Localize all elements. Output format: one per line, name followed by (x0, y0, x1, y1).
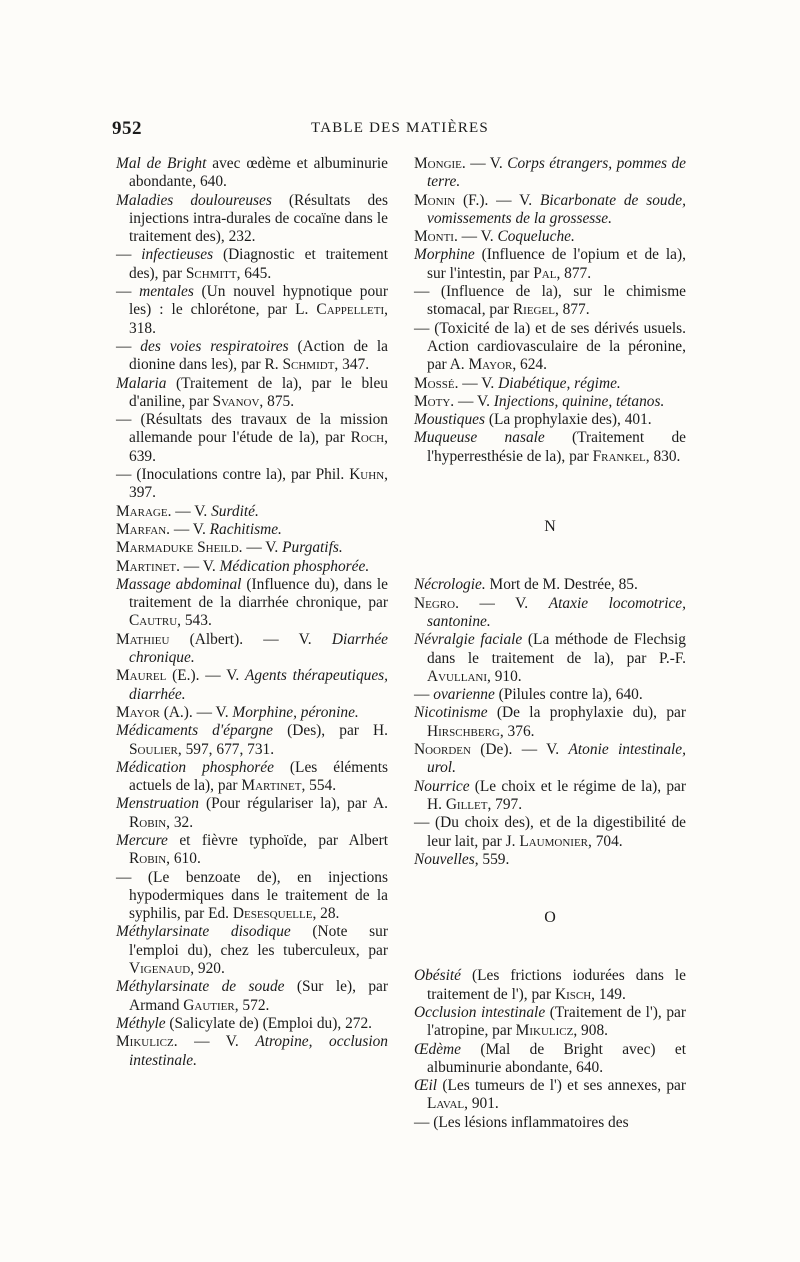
index-entry: — (Influence de la), sur le chimisme stomacal, par Riegel, 877. (414, 283, 686, 319)
index-entry: Médication phosphorée (Les éléments actuels de la), par Martinet, 554. (116, 758, 388, 795)
left-column (116, 155, 388, 1070)
index-entry: Morphine (Influence de l'opium et de la), sur l'intestin, par Pal, 877. (414, 246, 686, 282)
page-number: 952 (112, 118, 142, 139)
index-entry: Mercure et fièvre typhoïde, par Albert Robin, 610. (116, 831, 388, 868)
page-header: TABLE DES MATIÈRES (311, 120, 489, 136)
index-entry: — ovarienne (Pilules contre la), 640. (414, 686, 643, 704)
index-entry: Mossé. — V. Diabétique, régime. (414, 374, 621, 392)
index-entry: Monin (F.). — V. Bicarbonate de soude, vomissements de la grossesse. (414, 191, 686, 227)
index-entry: Menstruation (Pour régulariser la), par A. Robin, 32. (116, 795, 388, 831)
index-entry: — des voies respiratoires (Action de la dionine dans les), par R. Schmidt, 347. (116, 337, 388, 374)
index-entry: — infectieuses (Diagnostic et traitement des), par Schmitt, 645. (116, 246, 388, 282)
index-entry: Malaria (Traitement de la), par le bleu d'aniline, par Svanov, 875. (116, 374, 388, 410)
section-letter-n: N (544, 518, 556, 536)
index-entry: Monti. — V. Coqueluche. (414, 228, 575, 246)
index-entry: — mentales (Un nouvel hypnotique pour les) : le chlorétone, par L. Cappelleti, 318. (116, 283, 388, 337)
index-entry: Mal de Bright avec œdème et albuminurie abondante, 640. (116, 155, 388, 191)
index-entry: Occlusion intestinale (Traitement de l'), par l'atropine, par Mikulicz, 908. (414, 1003, 686, 1040)
section-m-continued (414, 155, 686, 466)
index-entry: Œdème (Mal de Bright avec) et albuminurie abondante, 640. (414, 1040, 686, 1076)
index-entry: Muqueuse nasale (Traitement de l'hyperresthésie de la), par Frankel, 830. (414, 429, 686, 465)
section-o (414, 967, 686, 1132)
index-entry: Marmaduke Sheild. — V. Purgatifs. (116, 539, 343, 557)
index-entry: Nicotinisme (De la prophylaxie du), par Hirschberg, 376. (414, 704, 686, 740)
index-entry: Mayor (A.). — V. Morphine, péronine. (116, 703, 359, 721)
index-entry: Nourrice (Le choix et le régime de la), par H. Gillet, 797. (414, 777, 686, 813)
index-entry: Mathieu (Albert). — V. Diarrhée chronique. (116, 630, 388, 667)
index-entry: Méthylarsinate disodique (Note sur l'emploi du), chez les tuberculeux, par Vigenaud, 920. (116, 923, 388, 978)
index-entry: Nouvelles, 559. (414, 850, 510, 868)
index-entry: Obésité (Les frictions iodurées dans le traitement de l'), par Kisch, 149. (414, 967, 686, 1003)
index-entry: Mikulicz. — V. Atropine, occlusion intestinale. (116, 1033, 388, 1069)
index-entry: Marfan. — V. Rachitisme. (116, 520, 282, 538)
index-entry: Moty. — V. Injections, quinine, tétanos. (414, 392, 665, 410)
index-entry: — (Le benzoate de), en injections hypodermiques dans le traitement de la syphilis, par Ed. Desesquelle, 28. (116, 868, 388, 923)
index-entry: Martinet. — V. Médication phosphorée. (116, 557, 370, 575)
index-entry: Méthyle (Salicylate de) (Emploi du), 272. (116, 1014, 372, 1032)
index-entry: — (Du choix des), et de la digestibilité de leur lait, par J. Laumonier, 704. (414, 814, 686, 850)
index-entry: Marage. — V. Surdité. (116, 502, 259, 520)
index-entry: — (Résultats des travaux de la mission allemande pour l'étude de la), par Roch, 639. (116, 411, 388, 465)
index-entry: Médicaments d'épargne (Des), par H. Soulier, 597, 677, 731. (116, 722, 388, 758)
index-entry: Massage abdominal (Influence du), dans le traitement de la diarrhée chronique, par Cautru, 543. (116, 575, 388, 630)
index-entry: Méthylarsinate de soude (Sur le), par Armand Gautier, 572. (116, 978, 388, 1014)
index-entry: Nécrologie. Mort de M. Destrée, 85. (414, 576, 638, 594)
index-entry: Maurel (E.). — V. Agents thérapeutiques, diarrhée. (116, 667, 389, 703)
index-entry: — (Inoculations contre la), par Phil. Kuhn, 397. (116, 466, 388, 502)
section-n (414, 576, 686, 869)
section-letter-o: O (544, 909, 556, 927)
index-entry: Negro. — V. Ataxie locomotrice, santonine. (414, 594, 686, 630)
index-entry: Mongie. — V. Corps étrangers, pommes de terre. (414, 155, 686, 191)
index-entry: — (Toxicité de la) et de ses dérivés usuels. Action cardiovasculaire de la péronine, par A. Mayor, 624. (414, 319, 686, 374)
index-entry: Moustiques (La prophylaxie des), 401. (414, 411, 652, 429)
index-entry: Névralgie faciale (La méthode de Flechsig dans le traitement de la), par P.-F. Avullani, 910. (414, 631, 686, 685)
index-entry: Maladies douloureuses (Résultats des injections intra-durales de cocaïne dans le traitement des), 232. (116, 191, 388, 246)
index-entry: Noorden (De). — V. Atonie intestinale, urol. (414, 741, 686, 777)
index-entry: — (Les lésions inflammatoires des (414, 1113, 629, 1131)
index-entry: Œil (Les tumeurs de l') et ses annexes, par Laval, 901. (414, 1077, 686, 1113)
right-column (414, 155, 686, 1132)
